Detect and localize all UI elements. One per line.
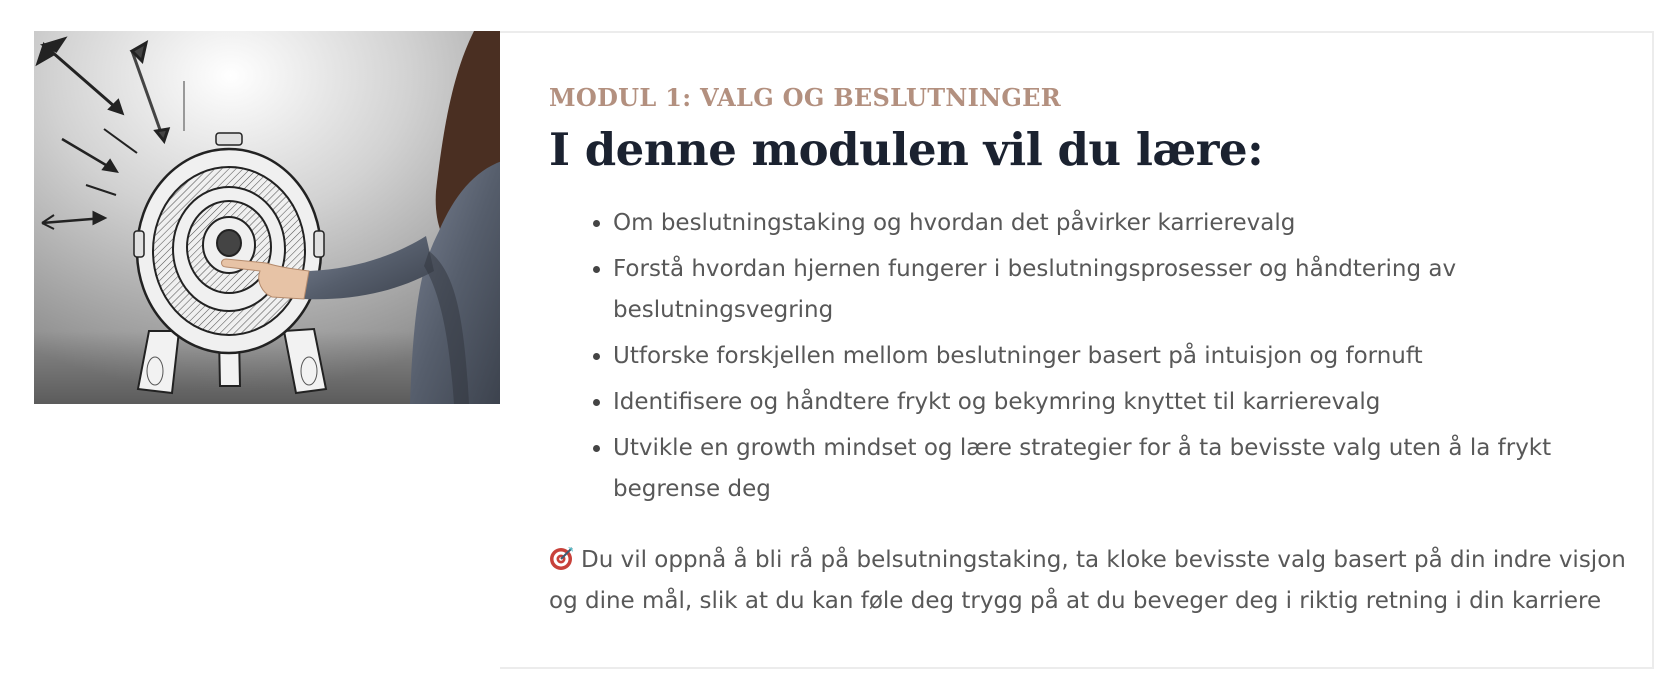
list-item: • Utvikle en growth mindset og lære strategier for å ta bevisste valg uten å la frykt begrense deg (613, 428, 1634, 510)
list-item: • Forstå hvordan hjernen fungerer i beslutningsprosesser og håndtering av beslutningsvegring (613, 249, 1634, 331)
outcome-paragraph (549, 540, 1634, 622)
learning-goals-list (549, 203, 1634, 515)
page-title: I denne modulen vil du lære: (549, 123, 1264, 176)
module-card (500, 31, 1654, 669)
outcome-text: Du vil oppnå å bli rå på belsutningstaking, ta kloke bevisste valg basert på din indre visjon og dine mål, slik at du kan føle deg trygg på at du beveger deg i riktig retning i din karriere (549, 547, 1626, 614)
target-illustration (34, 31, 502, 404)
module-eyebrow: MODUL 1: VALG OG BESLUTNINGER (549, 83, 1062, 112)
list-item: • Identifisere og håndtere frykt og bekymring knyttet til karrierevalg (613, 382, 1634, 423)
direct-hit-icon (549, 545, 575, 571)
list-item: • Om beslutningstaking og hvordan det påvirker karrierevalg (613, 203, 1634, 244)
module-image (34, 31, 502, 404)
list-item: • Utforske forskjellen mellom beslutninger basert på intuisjon og fornuft (613, 336, 1634, 377)
